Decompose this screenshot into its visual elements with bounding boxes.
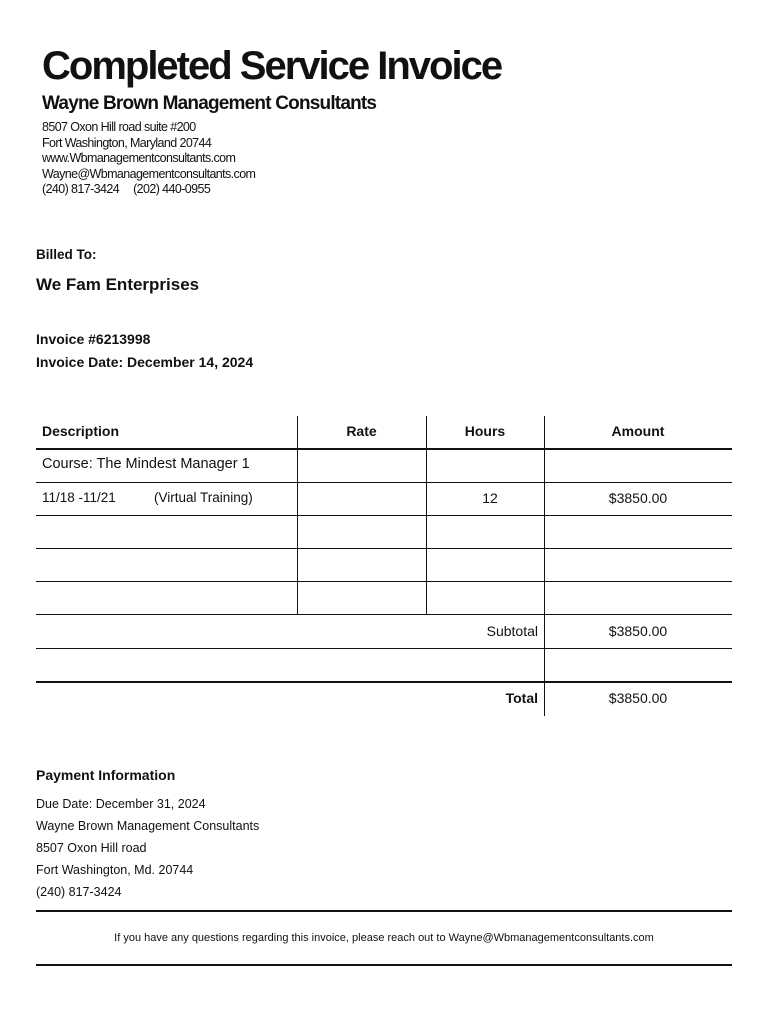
invoice-number: Invoice #6213998 (36, 331, 151, 347)
table-divider-amount (544, 416, 545, 716)
company-address-line2: Fort Washington, Maryland 20744 (42, 136, 212, 150)
table-row-rule (36, 581, 732, 582)
subtotal-label: Subtotal (486, 623, 538, 639)
payment-phone: (240) 817-3424 (36, 885, 122, 899)
column-header-rate: Rate (346, 423, 377, 439)
invoice-title: Completed Service Invoice (42, 44, 502, 88)
billed-to-label: Billed To: (36, 247, 97, 262)
company-address-line1: 8507 Oxon Hill road suite #200 (42, 120, 196, 134)
company-name: Wayne Brown Management Consultants (42, 93, 377, 114)
total-value: $3850.00 (608, 690, 668, 706)
payment-address-line2: Fort Washington, Md. 20744 (36, 863, 194, 877)
column-header-amount: Amount (611, 423, 665, 439)
invoice-date: Invoice Date: December 14, 2024 (36, 354, 254, 370)
company-phone-1: (240) 817-3424 (42, 182, 120, 196)
table-total-rule (36, 681, 732, 683)
footer-top-rule (36, 910, 732, 912)
footer-bottom-rule (36, 964, 732, 966)
subtotal-value: $3850.00 (608, 623, 668, 639)
row-amount: $3850.00 (608, 490, 668, 506)
client-name: We Fam Enterprises (36, 275, 200, 294)
footer-contact-note: If you have any questions regarding this invoice, please reach out to Wayne@Wbmanagementconsultants.com (114, 932, 654, 944)
payment-address-line1: 8507 Oxon Hill road (36, 841, 147, 855)
total-label: Total (505, 690, 538, 706)
row-description-extra: (Virtual Training) (154, 490, 253, 505)
payment-payee: Wayne Brown Management Consultants (36, 819, 260, 833)
company-phone-2: (202) 440-0955 (133, 182, 211, 196)
column-header-hours: Hours (464, 423, 506, 439)
column-header-description: Description (42, 423, 120, 439)
company-email: Wayne@Wbmanagementconsultants.com (42, 167, 256, 181)
row-description: Course: The Mindest Manager 1 (42, 456, 250, 472)
payment-due-date: Due Date: December 31, 2024 (36, 797, 206, 811)
company-phones (42, 182, 210, 196)
table-row-rule (36, 614, 732, 615)
payment-info-title: Payment Information (36, 767, 176, 783)
company-website: www.Wbmanagementconsultants.com (42, 151, 236, 165)
table-header-rule (36, 448, 732, 450)
table-row-rule (36, 482, 732, 483)
table-row-rule (36, 515, 732, 516)
row-hours: 12 (482, 490, 498, 506)
table-row-rule (36, 648, 732, 649)
row-description: 11/18 -11/21 (42, 490, 116, 505)
table-row-rule (36, 548, 732, 549)
